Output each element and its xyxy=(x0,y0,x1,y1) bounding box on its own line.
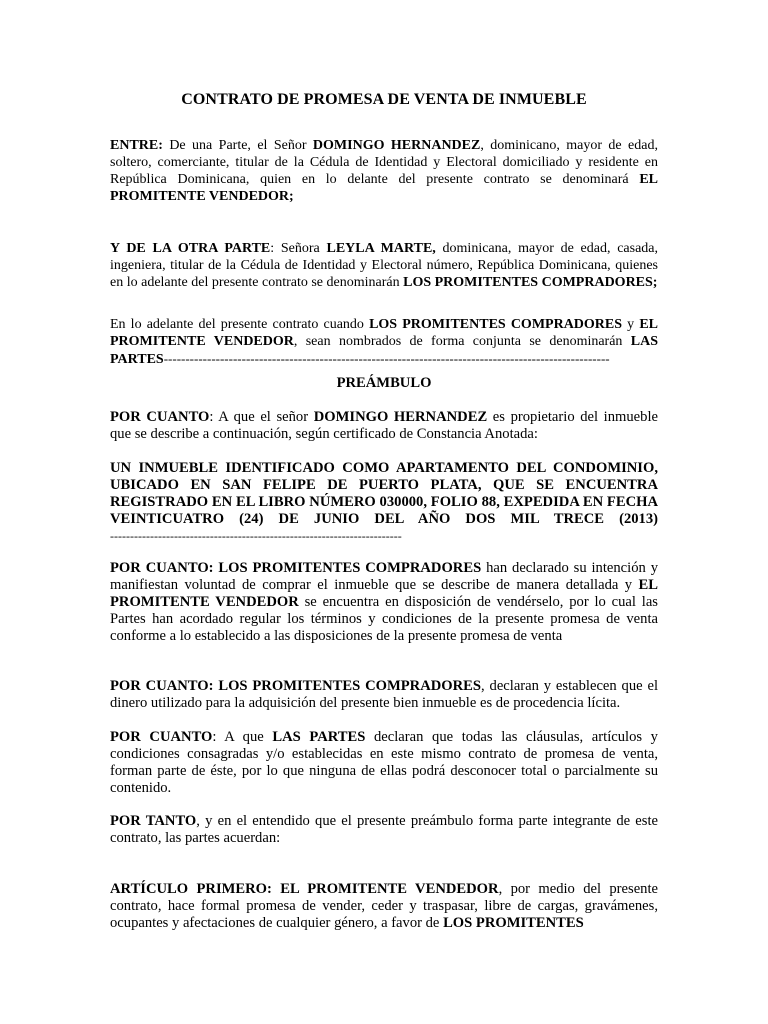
paragraph-inmueble xyxy=(110,460,658,545)
seller-name: DOMINGO HERNANDEZ xyxy=(312,138,481,153)
entre-text-2: , dominicano, mayor de edad, soltero, comerciante, titular de la Cédula de Identidad y Electoral domiciliado y residente en República Dominicana, quien en lo delante del presente contrato se denominará xyxy=(110,138,658,187)
por-cuanto-3-text-1: , declaran y establecen que el dinero utilizado para la adquisición del presente bien inmueble es de procedencia lícita. xyxy=(110,678,658,711)
buyer-name: LEYLA MARTE, xyxy=(326,241,436,256)
paragraph-otra-parte xyxy=(110,240,658,291)
por-cuanto-1-lead: POR CUANTO xyxy=(110,409,210,425)
entre-lead: ENTRE: xyxy=(110,138,163,153)
paragraph-por-tanto xyxy=(110,813,658,847)
articulo-primero-bold-1: LOS PROMITENTES xyxy=(443,915,584,931)
por-cuanto-2-text-1: han declarado su intención y manifiestan voluntad de comprar el inmueble que se describe de manera detallada y xyxy=(110,560,658,593)
otra-parte-text-2: dominicana, mayor de edad, casada, ingeniera, titular de la Cédula de Identidad y Electoral número, República Dominicana, quienes en lo adelante del presente contrato se denominarán xyxy=(110,241,658,290)
paragraph-articulo-primero xyxy=(110,881,658,932)
por-cuanto-4-text-2: declaran que todas las cláusulas, artículos y condiciones consagradas y/o establecidas en este mismo contrato de promesa de venta, forman parte de éste, por lo que ninguna de ellas podrá desconocer total o parcialmente su contenido. xyxy=(110,729,658,796)
paragraph-por-cuanto-2 xyxy=(110,560,658,645)
paragraph-por-cuanto-3 xyxy=(110,678,658,712)
dash-line: ------------------------------------------------------------------------------------------------------- xyxy=(163,351,610,366)
articulo-primero-text-1: , por medio del presente contrato, hace formal promesa de vender, ceder y traspasar, libre de cargas, gravámenes, ocupantes y afectaciones de cualquier género, a favor de xyxy=(110,881,658,931)
paragraph-entre xyxy=(110,137,658,205)
adelante-bold-2: EL PROMITENTE VENDEDOR xyxy=(110,317,659,349)
adelante-text-2: y xyxy=(622,317,640,332)
adelante-text-1: En lo adelante del presente contrato cuando xyxy=(110,317,370,332)
articulo-primero-lead: ARTÍCULO PRIMERO: EL PROMITENTE VENDEDOR xyxy=(110,881,499,897)
adelante-text-3: , sean nombrados de forma conjunta se denominarán xyxy=(293,334,631,349)
adelante-bold-3: LAS PARTES xyxy=(110,334,659,367)
buyer-role: LOS PROMITENTES COMPRADORES; xyxy=(403,275,658,290)
por-cuanto-4-text-1: : A que xyxy=(212,729,273,745)
entre-text-1: De una Parte, el Señor xyxy=(162,138,313,153)
preambulo-heading: PREÁMBULO xyxy=(336,375,432,391)
por-cuanto-2-text-2: se encuentra en disposición de vendérselo, por lo cual las Partes han acordado regular los términos y condiciones de la presente promesa de venta conforme a lo establecido a las disposiciones de la presente promesa de venta xyxy=(110,594,658,644)
dash-line: ------------------------------------------------------------------------- xyxy=(110,529,402,543)
paragraph-adelante xyxy=(110,316,658,368)
por-cuanto-4-bold-1: LAS PARTES xyxy=(272,729,366,745)
inmueble-description: UN INMUEBLE IDENTIFICADO COMO APARTAMENTO DEL CONDOMINIO, UBICADO EN SAN FELIPE DE PUERTO PLATA, QUE SE ENCUENTRA REGISTRADO EN EL LIBRO NÚMERO 030000, FOLIO 88, EXPEDIDA EN FECHA VEINTICUATRO (24) DE JUNIO DEL AÑO DOS MIL TRECE (2013) xyxy=(110,460,658,527)
por-cuanto-4-lead: POR CUANTO xyxy=(110,729,213,745)
por-cuanto-3-lead: POR CUANTO: LOS PROMITENTES COMPRADORES xyxy=(110,678,482,694)
seller-role: EL PROMITENTE VENDEDOR; xyxy=(110,172,658,204)
otra-parte-text-1: : Señora xyxy=(270,241,327,256)
adelante-bold-1: LOS PROMITENTES COMPRADORES xyxy=(369,317,623,332)
owner-name: DOMINGO HERNANDEZ xyxy=(313,409,488,425)
por-tanto-lead: POR TANTO xyxy=(110,813,197,829)
otra-parte-lead: Y DE LA OTRA PARTE xyxy=(110,241,271,256)
por-cuanto-2-bold-1: EL PROMITENTE VENDEDOR xyxy=(110,577,658,610)
paragraph-por-cuanto-4 xyxy=(110,729,658,797)
por-cuanto-1-text-2: es propietario del inmueble que se describe a continuación, según certificado de Constancia Anotada: xyxy=(110,409,658,442)
document-title: CONTRATO DE PROMESA DE VENTA DE INMUEBLE xyxy=(181,91,587,108)
por-cuanto-1-text-1: : A que el señor xyxy=(209,409,314,425)
paragraph-por-cuanto-1 xyxy=(110,409,658,443)
por-tanto-text-1: , y en el entendido que el presente preámbulo forma parte integrante de este contrato, las partes acuerdan: xyxy=(110,813,658,846)
por-cuanto-2-lead: POR CUANTO: LOS PROMITENTES COMPRADORES xyxy=(110,560,482,576)
